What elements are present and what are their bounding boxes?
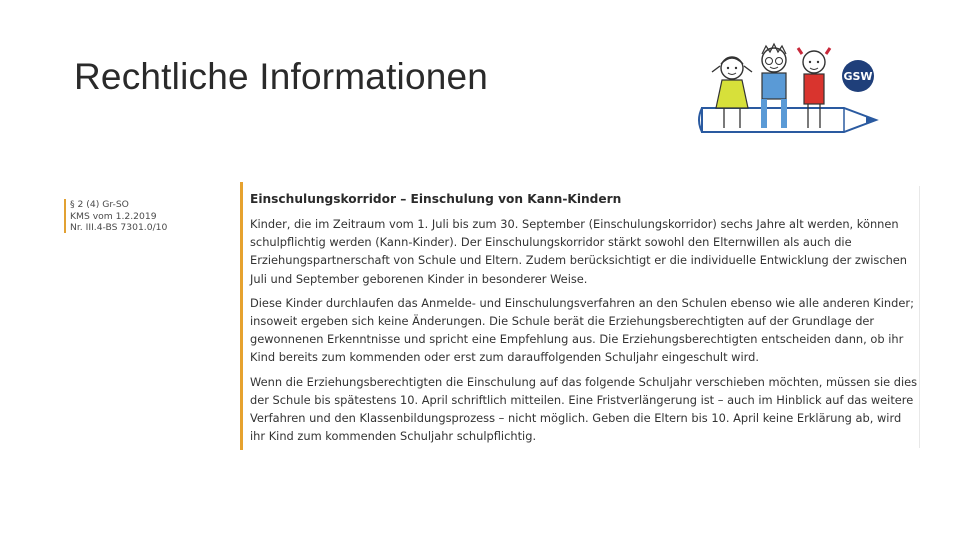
info-paragraph: Wenn die Erziehungsberechtigten die Einschulung auf das folgende Schuljahr verschieben möchten, müssen sie dies der Schule bis spätestens 10. April schriftlich mitteilen. Eine Fristverlängerung ist – auch im Hinblick auf das weitere Verfahren und den Klassenbildungsprozess – nicht möglich. Geben die Eltern bis 10. April keine Erklärung ab, wird ihr Kind zum kommenden Schuljahr schulpflichtig. — [250, 374, 918, 444]
info-paragraph: Kinder, die im Zeitraum vom 1. Juli bis zum 30. September (Einschulungskorridor) sechs Jahre alt werden, können schulpflichtig werden (Kann-Kinder). Der Einschulungskorridor stärkt sowohl den Elternwillen als auch die Erziehungspartnerschaft von Schule und Eltern. Zudem berücksichtigt er die individuelle Entwicklung der zwischen Juli und September geborenen Kinder in besonderer Weise. — [250, 217, 908, 286]
reference-line: § 2 (4) Gr-SO — [70, 199, 129, 210]
info-heading: Einschulungskorridor – Einschulung von Kann-Kindern — [250, 192, 622, 206]
reference-accent-bar — [64, 199, 66, 233]
reference-line: Nr. III.4-BS 7301.0/10 — [70, 222, 168, 233]
info-paragraph: Diese Kinder durchlaufen das Anmelde- und Einschulungsverfahren an den Schulen ebenso wie alle anderen Kinder; insoweit ergeben sich keine Änderungen. Die Schule berät die Erziehungsberechtigten auf der Grundlage der gewonnenen Erkenntnisse und spricht eine Empfehlung aus. Die Erziehungsberechtigten entscheiden dann, ob ihr Kind bereits zum kommenden oder erst zum darauffolgenden Schuljahr eingeschult wird. — [250, 295, 914, 365]
child-yellow-icon — [712, 57, 752, 128]
info-box — [250, 190, 918, 451]
slide-title: Rechtliche Informationen — [74, 56, 489, 97]
content-accent-bar — [240, 182, 243, 450]
child-blue-icon — [762, 44, 786, 128]
pencil-icon — [699, 108, 876, 132]
child-red-icon — [798, 48, 830, 128]
reference-line: KMS vom 1.2.2019 — [70, 210, 157, 222]
legal-reference — [70, 199, 220, 234]
content-right-edge — [919, 186, 920, 448]
logo-text: GSW — [843, 70, 873, 83]
school-logo — [694, 40, 884, 138]
